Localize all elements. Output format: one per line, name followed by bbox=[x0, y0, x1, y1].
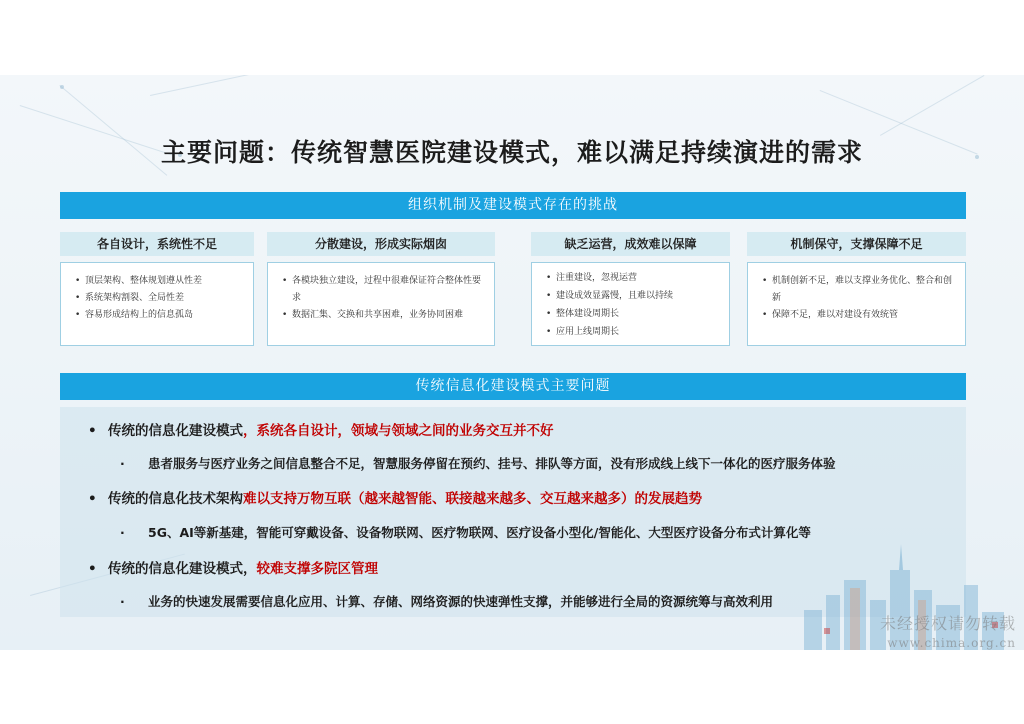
problem-item bbox=[88, 557, 378, 577]
section-heading-challenges: 组织机制及建设模式存在的挑战 bbox=[60, 192, 966, 219]
bullet: · bbox=[120, 456, 125, 471]
problem-emphasis: 难以支持万物互联（越来越智能、联接越来越多、交互越来越多）的发展趋势 bbox=[243, 491, 702, 507]
card-title: 机制保守，支撑保障不足 bbox=[747, 232, 966, 256]
list-item: • 容易形成结构上的信息孤岛 bbox=[75, 307, 245, 324]
list-item: • 注重建设，忽视运营 bbox=[546, 269, 721, 287]
challenge-card-3 bbox=[531, 232, 730, 346]
bullet: • bbox=[88, 423, 97, 439]
list-item: • 各模块独立建设，过程中很难保证符合整体性要求 bbox=[282, 273, 486, 307]
card-title: 各自设计，系统性不足 bbox=[60, 232, 254, 256]
problem-subitem bbox=[120, 592, 773, 610]
problem-subitem bbox=[120, 523, 811, 541]
bullet: · bbox=[120, 594, 125, 609]
list-item: • 系统架构割裂、全局性差 bbox=[75, 290, 245, 307]
problem-text: 传统的信息化建设模式 bbox=[108, 423, 243, 439]
challenge-card-4 bbox=[747, 232, 966, 346]
problem-emphasis: ，系统各自设计，领域与领域之间的业务交互并不好 bbox=[243, 423, 554, 439]
challenge-card-2 bbox=[267, 232, 495, 346]
watermark bbox=[880, 611, 1016, 650]
card-title: 缺乏运营，成效难以保障 bbox=[531, 232, 730, 256]
section-heading-problems: 传统信息化建设模式主要问题 bbox=[60, 373, 966, 400]
card-title: 分散建设，形成实际烟囱 bbox=[267, 232, 495, 256]
problem-text: 患者服务与医疗业务之间信息整合不足，智慧服务停留在预约、挂号、排队等方面，没有形成线上线下一体化的医疗服务体验 bbox=[148, 456, 836, 471]
list-item: • 整体建设周期长 bbox=[546, 305, 721, 323]
list-item: • 机制创新不足，难以支撑业务优化、整合和创新 bbox=[762, 273, 957, 307]
list-item: • 建设成效显露慢，且难以持续 bbox=[546, 287, 721, 305]
card-body bbox=[60, 262, 254, 346]
bullet: • bbox=[88, 491, 97, 507]
slide bbox=[0, 75, 1024, 650]
bullet: • bbox=[88, 561, 97, 577]
list-item: • 应用上线周期长 bbox=[546, 323, 721, 341]
page-title: 主要问题：传统智慧医院建设模式，难以满足持续演进的需求 bbox=[160, 138, 863, 167]
card-body bbox=[747, 262, 966, 346]
problem-text: 传统的信息化技术架构 bbox=[108, 491, 243, 507]
list-item: • 保障不足，难以对建设有效统管 bbox=[762, 307, 957, 324]
problem-text: 传统的信息化建设模式， bbox=[108, 561, 257, 577]
problem-item bbox=[88, 419, 554, 439]
problem-text: 业务的快速发展需要信息化应用、计算、存储、网络资源的快速弹性支撑，并能够进行全局的资源统筹与高效利用 bbox=[148, 594, 774, 609]
card-body bbox=[531, 262, 730, 346]
watermark-url: www.chima.org.cn bbox=[887, 636, 1016, 650]
list-item: • 数据汇集、交换和共享困难，业务协同困难 bbox=[282, 307, 486, 324]
problem-subitem bbox=[120, 454, 836, 472]
challenge-card-1 bbox=[60, 232, 254, 346]
problem-emphasis: 较难支撑多院区管理 bbox=[256, 561, 378, 577]
card-body bbox=[267, 262, 495, 346]
bullet: · bbox=[120, 525, 125, 540]
watermark-line: 未经授权请勿转载 bbox=[879, 614, 1016, 633]
problem-item bbox=[88, 487, 702, 507]
problem-text: 5G、AI等新基建，智能可穿戴设备、设备物联网、医疗物联网、医疗设备小型化/智能化、大型医疗设备分布式计算化等 bbox=[148, 525, 811, 540]
list-item: • 顶层架构、整体规划遵从性差 bbox=[75, 273, 245, 290]
